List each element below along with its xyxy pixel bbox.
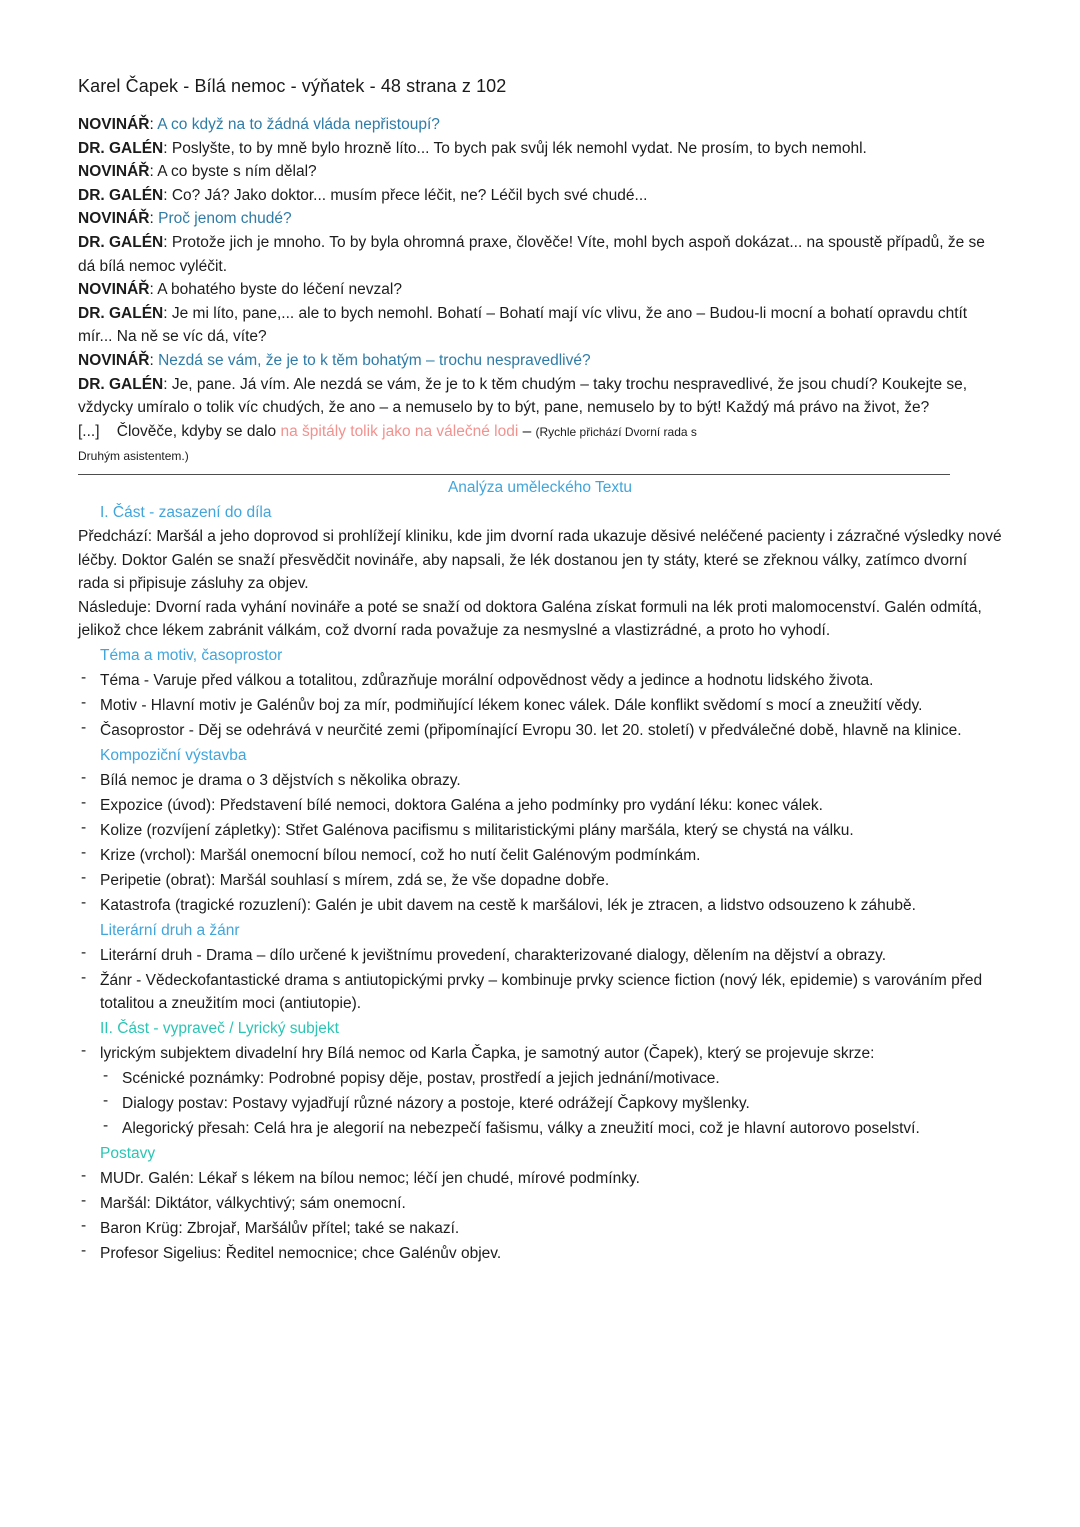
speaker-name: DR. GALÉN xyxy=(78,139,164,157)
list-item-text: Profesor Sigelius: Ředitel nemocnice; chce Galénův objev. xyxy=(100,1245,502,1263)
list-item-text: Krize (vrchol): Maršál onemocní bílou nemocí, což ho nutí čelit Galénovým podmínkám. xyxy=(100,846,701,864)
list-item xyxy=(78,944,1002,968)
speaker-name: NOVINÁŘ xyxy=(78,163,150,181)
dialog-text: : Co? Já? Jako doktor... musím přece léčit, ne? Léčil bych své chudé... xyxy=(163,186,648,204)
list-item xyxy=(78,1042,1002,1066)
dialog-line xyxy=(78,231,1002,278)
bullet-dash-icon: - xyxy=(81,768,87,786)
dialog-text: : Protože jich je mnoho. To by byla ohromná praxe, člověče! Víte, mohl bych aspoň dokázat... na spoustě případů, že se dá bílá nemoc vyléčit. xyxy=(78,233,990,275)
bullet-dash-icon: - xyxy=(81,693,87,711)
section-heading: Téma a motiv, časoprostor xyxy=(100,647,283,665)
dialog-text: Druhým asistentem.) xyxy=(78,449,189,464)
list-item xyxy=(78,819,1002,843)
dialog-text: na špitály tolik jako na válečné lodi xyxy=(280,422,519,440)
speaker-name: NOVINÁŘ xyxy=(78,116,150,133)
dialog-line xyxy=(78,113,1002,137)
dialog-text: : A bohatého byste do léčení nevzal? xyxy=(149,281,402,299)
analysis-paragraph: Následuje: Dvorní rada vyhání novináře a poté se snaží od doktora Galéna získat formuli na lék proti malomocenství. Galén odmítá, jelikož chce lékem zabránit válkám, což dvorní rada považuje za nesmyslné a vlastizrádné, a proto ho vyhodí. xyxy=(78,598,982,640)
bullet-dash-icon: - xyxy=(81,818,87,836)
speaker-name: NOVINÁŘ xyxy=(78,210,150,228)
list-item xyxy=(78,844,1002,868)
bullet-dash-icon: - xyxy=(81,1192,87,1210)
dialog-line xyxy=(78,302,1002,349)
dialog-text: : xyxy=(149,351,159,369)
dialog-line xyxy=(78,349,1002,373)
list-item-text: Dialogy postav: Postavy vyjadřují různé názory a postoje, které odrážejí Čapkovy myšlenky. xyxy=(122,1095,750,1113)
list-item-text: Téma - Varuje před válkou a totalitou, zdůrazňuje morální odpovědnost vědy a jedince a hodnotu lidského života. xyxy=(100,671,874,689)
bullet-dash-icon: - xyxy=(81,1217,87,1235)
speaker-name: NOVINÁŘ xyxy=(78,351,150,369)
list-item xyxy=(78,719,1002,743)
analysis-title: Analýza uměleckého Textu xyxy=(447,478,633,496)
list-item xyxy=(78,869,1002,893)
section-divider xyxy=(78,474,950,475)
section-heading: Kompoziční výstavba xyxy=(100,746,247,764)
dialog-line xyxy=(78,184,1002,208)
list-item xyxy=(100,1092,1002,1116)
dialog-line xyxy=(78,444,1002,469)
dialog-line xyxy=(78,137,1002,161)
section-heading: I. Část - zasazení do díla xyxy=(100,503,272,521)
dialog-line xyxy=(78,420,1002,445)
list-item xyxy=(78,769,1002,793)
dialog-text: Proč jenom chudé? xyxy=(158,210,292,228)
dialog-line xyxy=(78,207,1002,231)
list-item xyxy=(78,894,1002,918)
dialog-text: : xyxy=(149,116,158,133)
bullet-dash-icon: - xyxy=(81,868,87,886)
list-item xyxy=(78,794,1002,818)
list-item xyxy=(78,694,1002,718)
dialog-line xyxy=(78,160,1002,184)
dialog-text: (Rychle přichází Dvorní rada s xyxy=(535,424,697,439)
list-item xyxy=(78,969,1002,1016)
list-item xyxy=(78,1167,1002,1191)
bullet-dash-icon: - xyxy=(81,943,87,961)
bullet-dash-icon: - xyxy=(81,1167,87,1185)
list-item xyxy=(78,669,1002,693)
dialog-text: – xyxy=(518,422,536,440)
bullet-dash-icon: - xyxy=(81,718,87,736)
section-heading: II. Část - vypraveč / Lyrický subjekt xyxy=(100,1020,339,1038)
list-item xyxy=(78,1192,1002,1216)
bullet-dash-icon: - xyxy=(81,793,87,811)
bullet-dash-icon: - xyxy=(103,1067,109,1085)
speaker-name: DR. GALÉN xyxy=(78,186,164,204)
dialog-text: : Poslyšte, to by mně bylo hrozně líto... To bych pak svůj lék nemohl vydat. Ne prosím, to bych nemohl. xyxy=(163,139,867,157)
list-item-text: Kolize (rozvíjení zápletky): Střet Galénova pacifismu s militaristickými plány maršála, který se chystá na válku. xyxy=(100,821,854,839)
bullet-dash-icon: - xyxy=(103,1092,109,1110)
speaker-name: DR. GALÉN xyxy=(78,304,164,322)
section-heading: Postavy xyxy=(100,1145,156,1163)
list-item-text: Peripetie (obrat): Maršál souhlasí s mírem, zdá se, že vše dopadne dobře. xyxy=(100,871,610,889)
list-item-text: Katastrofa (tragické rozuzlení): Galén je ubit davem na cestě k maršálovi, lék je ztracen, a lidstvo odsouzeno k záhubě. xyxy=(100,897,916,914)
list-item-text: Scénické poznámky: Podrobné popisy děje, postav, prostředí a jejich jednání/motivace. xyxy=(122,1070,720,1088)
analysis-paragraph: Předchází: Maršál a jeho doprovod si prohlížejí kliniku, kde jim dvorní rada ukazuje děsivé neléčené pacienty i zázračné výsledky nové léčby. Doktor Galén se snaží přesvědčit novináře, aby napsali, že lék dostanou jen ty státy, které se zřeknou války, zatímco dvorní rada si připisuje zásluhy za objev. xyxy=(78,528,1002,593)
bullet-dash-icon: - xyxy=(81,968,87,986)
list-item-text: Expozice (úvod): Představení bílé nemoci, doktora Galéna a jeho podmínky pro vydání léku: konec válek. xyxy=(100,796,823,814)
list-item xyxy=(100,1067,1002,1091)
document-title: Karel Čapek - Bílá nemoc - výňatek - 48 strana z 102 xyxy=(78,76,507,96)
dialog-text: : xyxy=(149,210,159,228)
bullet-dash-icon: - xyxy=(103,1117,109,1135)
dialog-line xyxy=(78,278,1002,302)
speaker-name: NOVINÁŘ xyxy=(78,281,150,299)
bullet-dash-icon: - xyxy=(81,1242,87,1260)
list-item-text: Žánr - Vědeckofantastické drama s antiutopickými prvky – kombinuje prvky science fiction (nový lék, epidemie) s varováním před totalitou a zneužitím moci (antiutopie). xyxy=(100,971,983,1013)
speaker-name: DR. GALÉN xyxy=(78,375,164,393)
list-item-text: Časoprostor - Děj se odehrává v neurčité zemi (připomínající Evropu 30. let 20. století) v předválečné době, hlavně na klinice. xyxy=(100,721,962,739)
speaker-name: DR. GALÉN xyxy=(78,233,164,251)
dialog-excerpt xyxy=(78,113,1002,469)
list-item xyxy=(100,1117,1002,1141)
list-item-text: Alegorický přesah: Celá hra je alegorií na nebezpečí fašismu, války a zneužití moci, což je hlavní autorovo poselství. xyxy=(122,1120,920,1138)
list-item-text: lyrickým subjektem divadelní hry Bílá nemoc od Karla Čapka, je samotný autor (Čapek), který se projevuje skrze: xyxy=(100,1045,875,1063)
list-item-text: Maršál: Diktátor, válkychtivý; sám onemocní. xyxy=(100,1195,406,1213)
list-item-text: Motiv - Hlavní motiv je Galénův boj za mír, podmiňující lékem konec válek. Dále konflikt svědomí s mocí a zneužití vědy. xyxy=(100,696,923,714)
list-item-text: MUDr. Galén: Lékař s lékem na bílou nemoc; léčí jen chudé, mírové podmínky. xyxy=(100,1170,640,1188)
dialog-text: : Je mi líto, pane,... ale to bych nemohl. Bohatí – Bohatí mají víc vlivu, že ano – Budou-li mocní a bohatí opravdu chtít mír... Na ně se víc dá, víte? xyxy=(78,304,972,346)
dialog-text: Nezdá se vám, že je to k těm bohatým – trochu nespravedlivé? xyxy=(158,351,591,369)
bullet-dash-icon: - xyxy=(81,1042,87,1060)
list-item-text: Literární druh - Drama – dílo určené k jevištnímu provedení, charakterizované dialogy, dělením na dějství a obrazy. xyxy=(100,946,887,964)
list-item xyxy=(78,1242,1002,1266)
section-heading: Literární druh a žánr xyxy=(100,922,240,940)
bullet-dash-icon: - xyxy=(81,894,87,911)
bullet-dash-icon: - xyxy=(81,668,87,686)
dialog-line xyxy=(78,373,1002,420)
dialog-text: A co když na to žádná vláda nepřistoupí? xyxy=(157,116,440,133)
list-item xyxy=(78,1217,1002,1241)
list-item-text: Baron Krüg: Zbrojař, Maršálův přítel; také se nakazí. xyxy=(100,1220,460,1238)
dialog-text: : Je, pane. Já vím. Ale nezdá se vám, že je to k těm chudým – taky trochu nespravedlivé, že jsou chudí? Koukejte se, vždycky umíralo o tolik víc chudých, že ano – a nemuselo by to být, pane, nemuselo by to být! Každý má právo na život, že? xyxy=(78,375,972,417)
dialog-text: : A co byste s ním dělal? xyxy=(149,163,317,181)
list-item-text: Bílá nemoc je drama o 3 dějstvích s několika obrazy. xyxy=(100,771,461,789)
bullet-dash-icon: - xyxy=(81,843,87,861)
dialog-text: [...] Člověče, kdyby se dalo xyxy=(78,422,281,440)
analysis-body xyxy=(78,501,1002,1266)
